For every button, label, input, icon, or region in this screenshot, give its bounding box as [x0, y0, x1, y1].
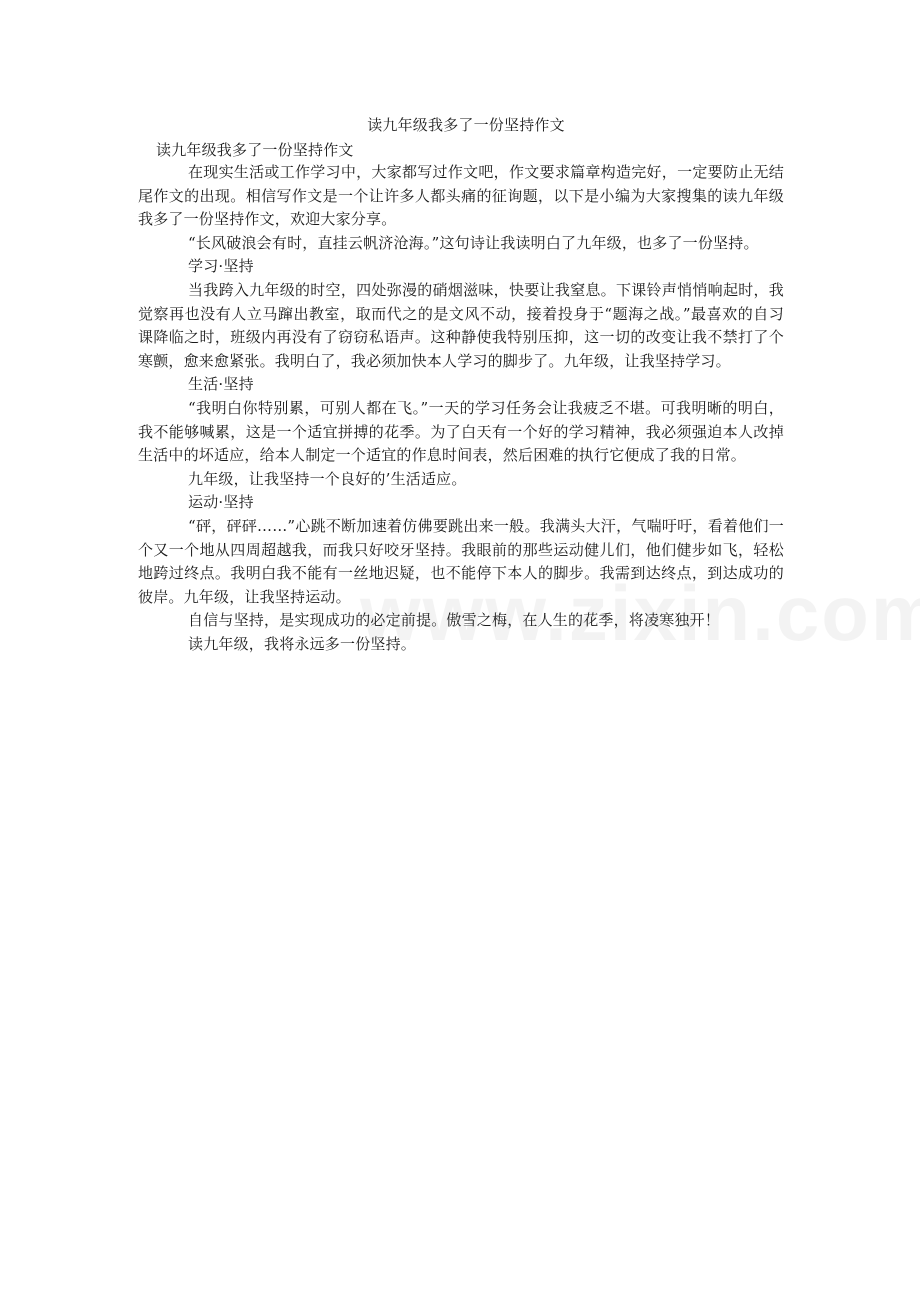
- document-page: [138, 112, 784, 656]
- document-title: 读九年级我多了一份坚持作文: [367, 116, 565, 134]
- section-heading-life: 生活·坚持: [188, 375, 254, 394]
- section-heading-sport: 运动·坚持: [188, 493, 254, 512]
- section-heading-study: 学习·坚持: [188, 257, 254, 276]
- paragraph-intro: 在现实生活或工作学习中，大家都写过作文吧，作文要求篇章构造完好，一定要防止无结尾作文的出现。相信写作文是一个让许多人都头痛的征询题，以下是小编为大家搜集的读九年级我多了一份坚持作文，欢迎大家分享。: [138, 163, 784, 229]
- paragraph-closing: 读九年级，我将永远多一份坚持。: [188, 634, 417, 653]
- paragraph-study: 当我跨入九年级的时空，四处弥漫的硝烟滋味，快要让我窒息。下课铃声悄悄响起时，我觉察再也没有人立马蹿出教室，取而代之的是文风不动，接着投身于“题海之战。”最喜欢的自习课降临之时，班级内再没有了窃窃私语声。这种静使我特别压抑，这一切的改变让我不禁打了个寒颤，愈来愈紧张。我明白了，我必须加快本人学习的脚步了。九年级，让我坚持学习。: [138, 280, 784, 370]
- paragraph-life: “我明白你特别累，可别人都在飞。”一天的学习任务会让我疲乏不堪。可我明晰的明白，我不能够喊累，这是一个适宜拼搏的花季。为了白天有一个好的学习精神，我必须强迫本人改掉生活中的坏适应，给本人制定一个适宜的作息时间表，然后困难的执行它便成了我的日常。: [138, 398, 784, 465]
- paragraph-conclusion: 自信与坚持，是实现成功的必定前提。傲雪之梅，在人生的花季，将凌寒独开！: [188, 611, 721, 630]
- paragraph-quote: “长风破浪会有时，直挂云帆济沧海。”这句诗让我读明白了九年级，也多了一份坚持。: [188, 233, 759, 252]
- paragraph-sport: “砰，砰砰……”心跳不断加速着仿佛要跳出来一般。我满头大汗，气喘吁吁，看着他们一个又一个地从四周超越我，而我只好咬牙坚持。我眼前的那些运动健儿们，他们健步如飞，轻松地跨过终点。我明白我不能有一丝地迟疑，也不能停下本人的脚步。我需到达终点，到达成功的彼岸。九年级，让我坚持运动。: [138, 516, 784, 606]
- document-subtitle: 读九年级我多了一份坚持作文: [156, 141, 354, 159]
- paragraph-life-summary: 九年级，让我坚持一个良好的’生活适应。: [188, 469, 467, 488]
